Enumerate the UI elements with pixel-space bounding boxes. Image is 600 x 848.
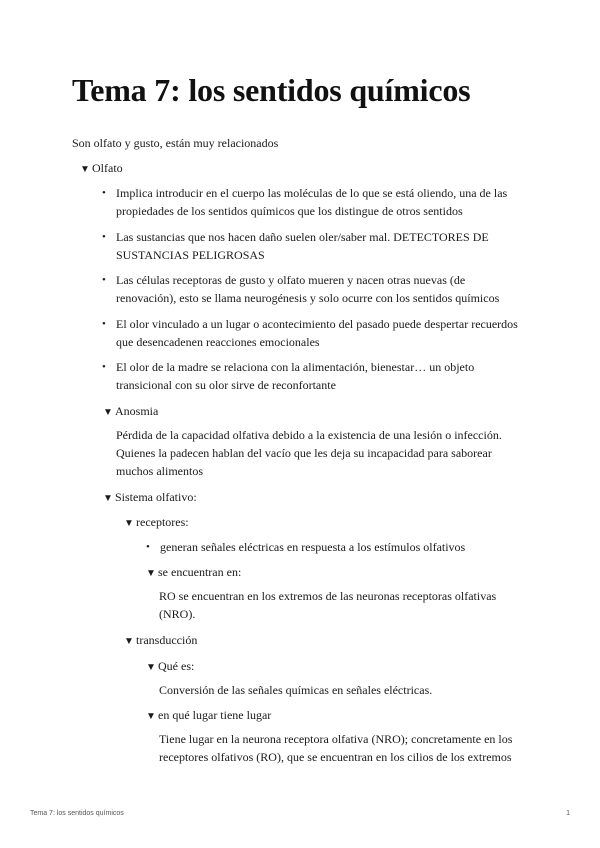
toggle-receptores[interactable] [124,513,189,533]
list-item [102,271,516,307]
bullet-icon: • [146,541,150,553]
toggle-anosmia[interactable] [103,402,158,422]
toggle-label: se encuentran en: [158,565,242,579]
page-title: Tema 7: los sentidos químicos [72,72,471,108]
triangle-down-icon: ▼ [124,636,134,647]
list-item-text: El olor de la madre se relaciona con la alimentación, bienestar… un objeto transicional con su olor sirve de reconfortante [116,360,475,392]
toggle-label: Qué es: [158,659,195,673]
triangle-down-icon: ▼ [146,711,156,722]
list-item-text: El olor vinculado a un lugar o acontecimiento del pasado puede despertar recuerdos que desencadenen reacciones emocionales [116,317,518,349]
toggle-label: Anosmia [115,404,159,418]
list-item-text: Las sustancias que nos hacen daño suelen oler/saber mal. DETECTORES DE SUSTANCIAS PELIGROSAS [116,230,489,262]
anosmia-text: Pérdida de la capacidad olfativa debido a la existencia de una lesión o infección. Quienes la padecen hablan del vacío que les deja su incapacidad para saborear muchos alimentos [116,428,502,478]
toggle-label: Sistema olfativo: [115,490,197,504]
toggle-en-que-lugar[interactable] [146,706,271,726]
se-encuentran-text: RO se encuentran en los extremos de las neuronas receptoras olfativas (NRO). [159,589,497,621]
toggle-se-encuentran[interactable] [146,563,241,583]
list-item [146,538,530,556]
list-item-text: Implica introducir en el cuerpo las moléculas de lo que se está oliendo, una de las propiedades de los sentidos químicos que los distingue de otros sentidos [116,186,508,218]
toggle-sistema-olfativo[interactable] [103,488,197,508]
bullet-icon: • [102,274,106,286]
triangle-down-icon: ▼ [146,568,156,579]
footer-title: Tema 7: los sentidos químicos [30,810,124,817]
toggle-label: receptores: [136,515,189,529]
list-item [102,315,526,351]
intro-text: Son olfato y gusto, están muy relacionados [72,136,279,150]
toggle-olfato[interactable] [80,159,123,179]
page-footer [30,810,570,817]
en-que-lugar-text: Tiene lugar en la neurona receptora olfativa (NRO); concretamente en los receptores olfativos (RO), que se encuentran en los cilios de los extremos [159,732,513,764]
list-item [102,184,526,220]
que-es-text: Conversión de las señales químicas en señales eléctricas. [159,683,433,697]
triangle-down-icon: ▼ [80,164,90,175]
toggle-transduccion[interactable] [124,631,197,651]
toggle-que-es[interactable] [146,657,194,677]
bullet-icon: • [102,318,106,330]
toggle-label: transducción [136,633,198,647]
list-item [102,358,486,394]
bullet-icon: • [102,361,106,373]
list-item [102,228,516,264]
triangle-down-icon: ▼ [146,662,156,673]
triangle-down-icon: ▼ [103,493,113,504]
triangle-down-icon: ▼ [103,407,113,418]
list-item-text: generan señales eléctricas en respuesta a los estímulos olfativos [160,540,466,554]
toggle-label: Olfato [92,161,123,175]
list-item-text: Las células receptoras de gusto y olfato mueren y nacen otras nuevas (de renovación), esto se llama neurogénesis y solo ocurre con los sentidos químicos [116,273,500,305]
toggle-label: en qué lugar tiene lugar [158,708,272,722]
page-number: 1 [566,810,570,817]
triangle-down-icon: ▼ [124,518,134,529]
bullet-icon: • [102,231,106,243]
bullet-icon: • [102,187,106,199]
